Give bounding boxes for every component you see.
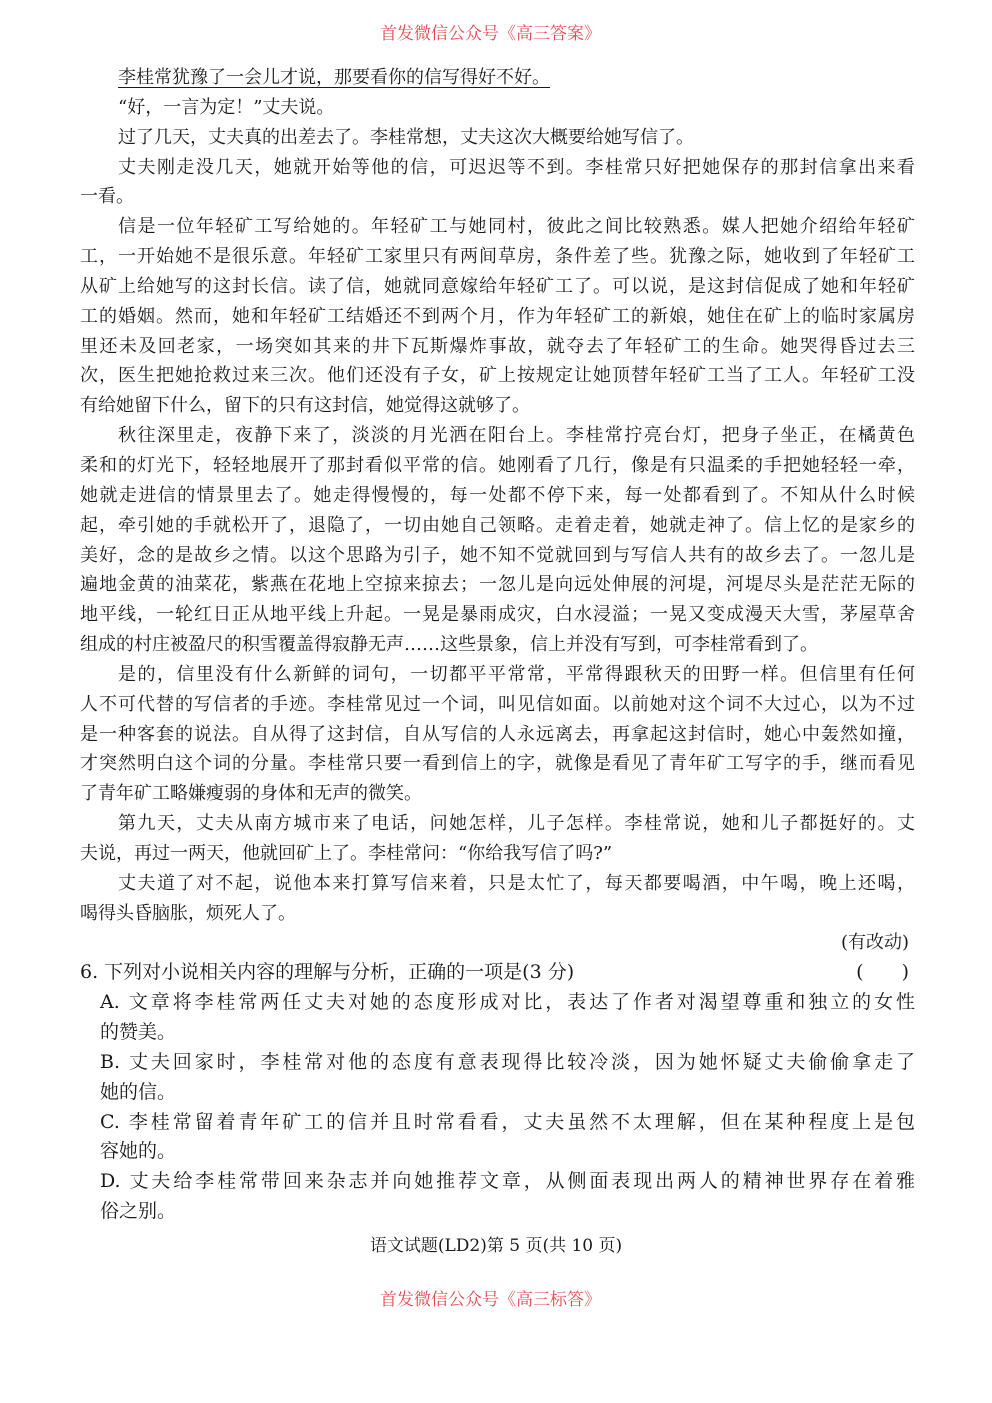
- passage-line: 喝得头昏脑胀，烦死人了。: [80, 902, 296, 924]
- passage-line: 里还未及回老家，一场突如其来的井下瓦斯爆炸事故，就夺去了年轻矿工的生命。她哭得昏过去三: [80, 335, 915, 357]
- answer-blank: ( ): [856, 961, 909, 984]
- passage-line: 遍地金黄的油菜花，紫燕在花地上空掠来掠去；一忽儿是向远处伸展的河堤，河堤尽头是茫茫无际的: [80, 574, 915, 596]
- passage-line: 是的，信里没有什么新鲜的词句，一切都平平常常，平常得跟秋天的田野一样。但信里有任何: [118, 663, 915, 685]
- question-stem-row: [80, 958, 915, 988]
- page-footer: 语文试题(LD2)第 5 页(共 10 页): [369, 1236, 623, 1256]
- passage-line: 美好，念的是故乡之情。以这个思路为引子，她不知不觉就回到与写信人共有的故乡去了。一忽儿是: [80, 544, 915, 566]
- passage-line: 组成的村庄被盈尺的积雪覆盖得寂静无声……这些景象，信上并没有写到，可李桂常看到了。: [80, 634, 818, 656]
- passage-line: 才突然明白这个词的分量。李桂常只要一看到信上的字，就像是看见了青年矿工写字的手，继而看见: [80, 753, 915, 775]
- passage-line: 从矿上给她写的这封长信。读了信，她就同意嫁给年轻矿工了。可以说，是这封信促成了她和年轻矿: [80, 275, 915, 297]
- passage-line: 信是一位年轻矿工写给她的。年轻矿工与她同村，彼此之间比较熟悉。媒人把她介绍给年轻矿: [118, 216, 915, 238]
- option-line: B. 丈夫回家时，李桂常对他的态度有意表现得比较冷淡，因为她怀疑丈夫偷偷拿走了: [100, 1050, 915, 1073]
- passage-line: 秋往深里走，夜静下来了，淡淡的月光洒在阳台上。李桂常拧亮台灯，把身子坐正，在橘黄色: [118, 425, 915, 447]
- passage-line: 人不可代替的写信者的手迹。李桂常见过一个词，叫见信如面。以前她对这个词不大过心，以为不过: [80, 693, 915, 715]
- exam-page-content: [80, 63, 915, 1227]
- underlined-sentence: 李桂常犹豫了一会儿才说，那要看你的信写得好不好。: [118, 67, 550, 88]
- option-line: D. 丈夫给李桂常带回来杂志并向她推荐文章，从侧面表现出两人的精神世界存在着雅: [100, 1170, 915, 1193]
- option-line: 容她的。: [100, 1140, 177, 1163]
- passage-line: 柔和的灯光下，轻轻地展开了那封看似平常的信。她刚看了几行，像是有只温柔的手把她轻轻一牵，: [80, 454, 915, 476]
- passage-line: 丈夫道了对不起，说他本来打算写信来着，只是太忙了，每天都要喝酒，中午喝，晚上还喝，: [118, 872, 915, 894]
- passage-line: 次，医生把她抢救过来三次。他们还没有子女，矿上按规定让她顶替年轻矿工当了工人。年轻矿工没: [80, 365, 915, 387]
- passage-line: 过了几天，丈夫真的出差去了。李桂常想，丈夫这次大概要给她写信了。: [118, 126, 694, 148]
- passage-line: 工，一开始她不是很乐意。年轻矿工家里只有两间草房，条件差了些。犹豫之际，她收到了年轻矿工: [80, 246, 915, 268]
- passage-line: 她就走进信的情景里去了。她走得慢慢的，每一处都不停下来，每一处都看到了。不知从什么时候: [80, 484, 915, 506]
- passage-line: 第九天，丈夫从南方城市来了电话，问她怎样，儿子怎样。李桂常说，她和儿子都挺好的。丈: [118, 813, 915, 835]
- passage-line: [80, 63, 915, 93]
- option-line: A. 文章将李桂常两任丈夫对她的态度形成对比，表达了作者对渴望尊重和独立的女性: [100, 991, 915, 1014]
- passage-line: 了青年矿工略嫌瘦弱的身体和无声的微笑。: [80, 783, 422, 805]
- source-note: (有改动): [840, 932, 909, 954]
- passage-line: 夫说，再过一两天，他就回矿上了。李桂常问：“你给我写信了吗?”: [80, 842, 613, 864]
- option-line: 她的信。: [100, 1080, 177, 1103]
- passage-line: 工的婚姻。然而，她和年轻矿工结婚还不到两个月，作为年轻矿工的新娘，她住在矿上的临时家属房: [80, 305, 915, 327]
- option-line: 俗之别。: [100, 1200, 177, 1223]
- passage-line: 一看。: [80, 186, 134, 208]
- option-line: C. 李桂常留着青年矿工的信并且时常看看，丈夫虽然不太理解，但在某种程度上是包: [100, 1110, 915, 1133]
- passage-line: “好，一言为定！”丈夫说。: [118, 96, 335, 118]
- question-stem: 6. 下列对小说相关内容的理解与分析，正确的一项是(3 分): [80, 961, 575, 984]
- passage-line: 丈夫刚走没几天，她就开始等他的信，可迟迟等不到。李桂常只好把她保存的那封信拿出来看: [118, 156, 915, 178]
- passage-line: 有给她留下什么，留下的只有这封信，她觉得这就够了。: [80, 395, 530, 417]
- watermark: 首发微信公众号《高三答案》: [380, 24, 601, 44]
- passage-line: 起，牵引她的手就松开了，退隐了，一切由她自己领略。走着走着，她就走神了。信上忆的是家乡的: [80, 514, 915, 536]
- passage-line: 地平线，一轮红日正从地平线上升起。一晃是暴雨成灾，白水浸溢；一晃又变成漫天大雪，茅屋草舍: [80, 604, 915, 626]
- watermark: 首发微信公众号《高三标答》: [380, 1290, 601, 1310]
- option-line: 的赞美。: [100, 1021, 177, 1043]
- passage-line: 是一种客套的说法。自从得了这封信，自从写信的人永远离去，再拿起这封信时，她心中轰然如撞，: [80, 723, 915, 745]
